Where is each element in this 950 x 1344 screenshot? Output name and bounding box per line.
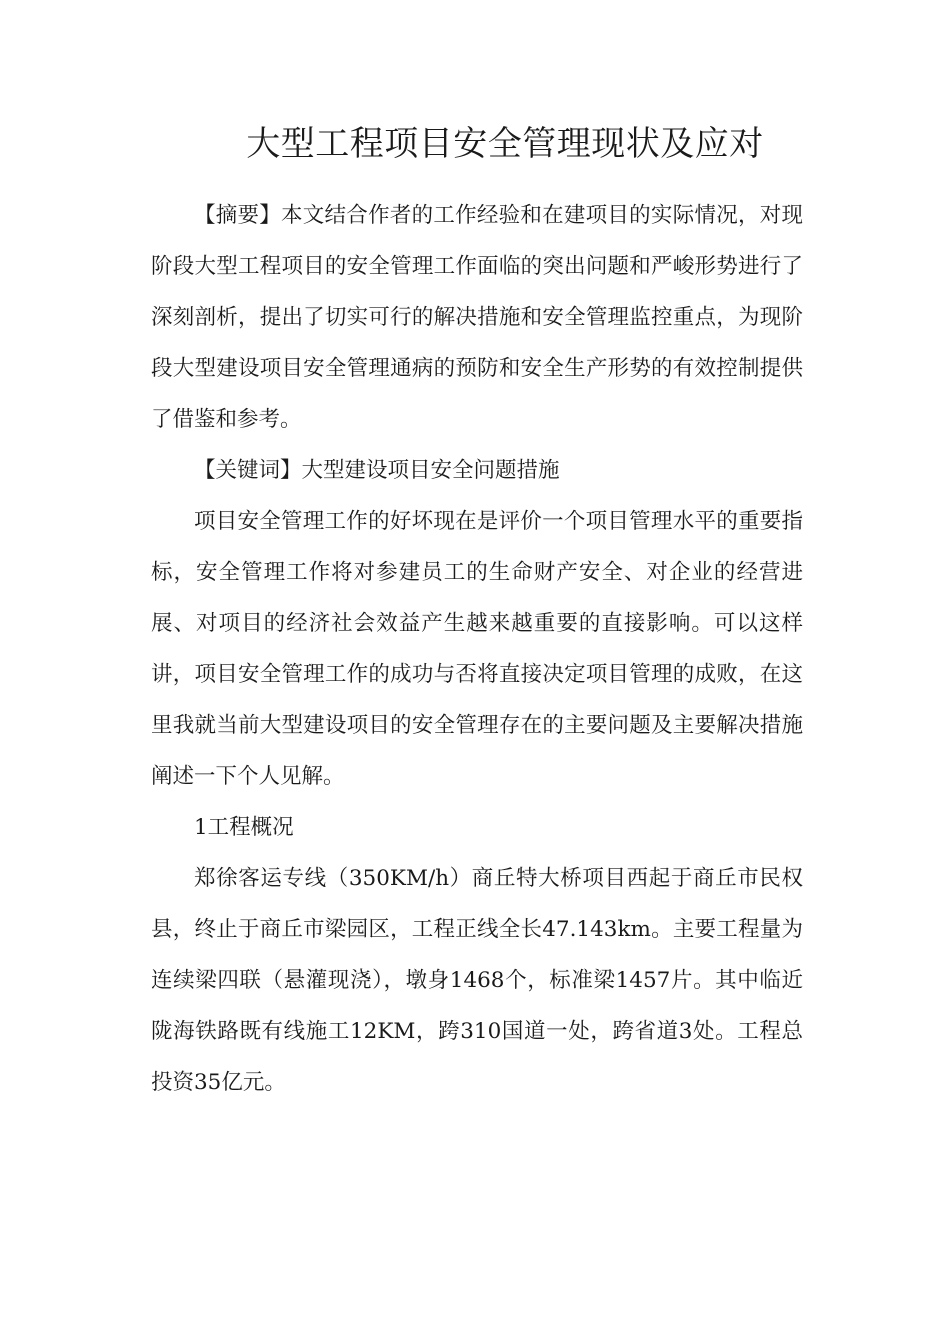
section-heading: 1工程概况 xyxy=(194,815,294,840)
document-title: 大型工程项目安全管理现状及应对 xyxy=(246,124,764,164)
abstract-paragraph: 【摘要】本文结合作者的工作经验和在建项目的实际情况，对现阶段大型工程项目的安全管理工作面临的突出问题和严峻形势进行了深刻剖析，提出了切实可行的解决措施和安全管理监控重点，为现阶段大型建设项目安全管理通病的预防和安全生产形势的有效控制提供了借鉴和参考。 xyxy=(151,203,803,432)
document-body xyxy=(151,190,803,1108)
section-paragraph: 郑徐客运专线（350KM/h）商丘特大桥项目西起于商丘市民权县，终止于商丘市梁园区，工程正线全长47.143km。主要工程量为连续梁四联（悬灌现浇），墩身1468个，标准梁1457片。其中临近陇海铁路既有线施工12KM，跨310国道一处，跨省道3处。工程总投资35亿元。 xyxy=(151,866,803,1095)
keywords-paragraph: 【关键词】大型建设项目安全问题措施 xyxy=(194,458,560,483)
intro-paragraph: 项目安全管理工作的好坏现在是评价一个项目管理水平的重要指标，安全管理工作将对参建员工的生命财产安全、对企业的经营进展、对项目的经济社会效益产生越来越重要的直接影响。可以这样讲，项目安全管理工作的成功与否将直接决定项目管理的成败，在这里我就当前大型建设项目的安全管理存在的主要问题及主要解决措施阐述一下个人见解。 xyxy=(151,509,803,789)
